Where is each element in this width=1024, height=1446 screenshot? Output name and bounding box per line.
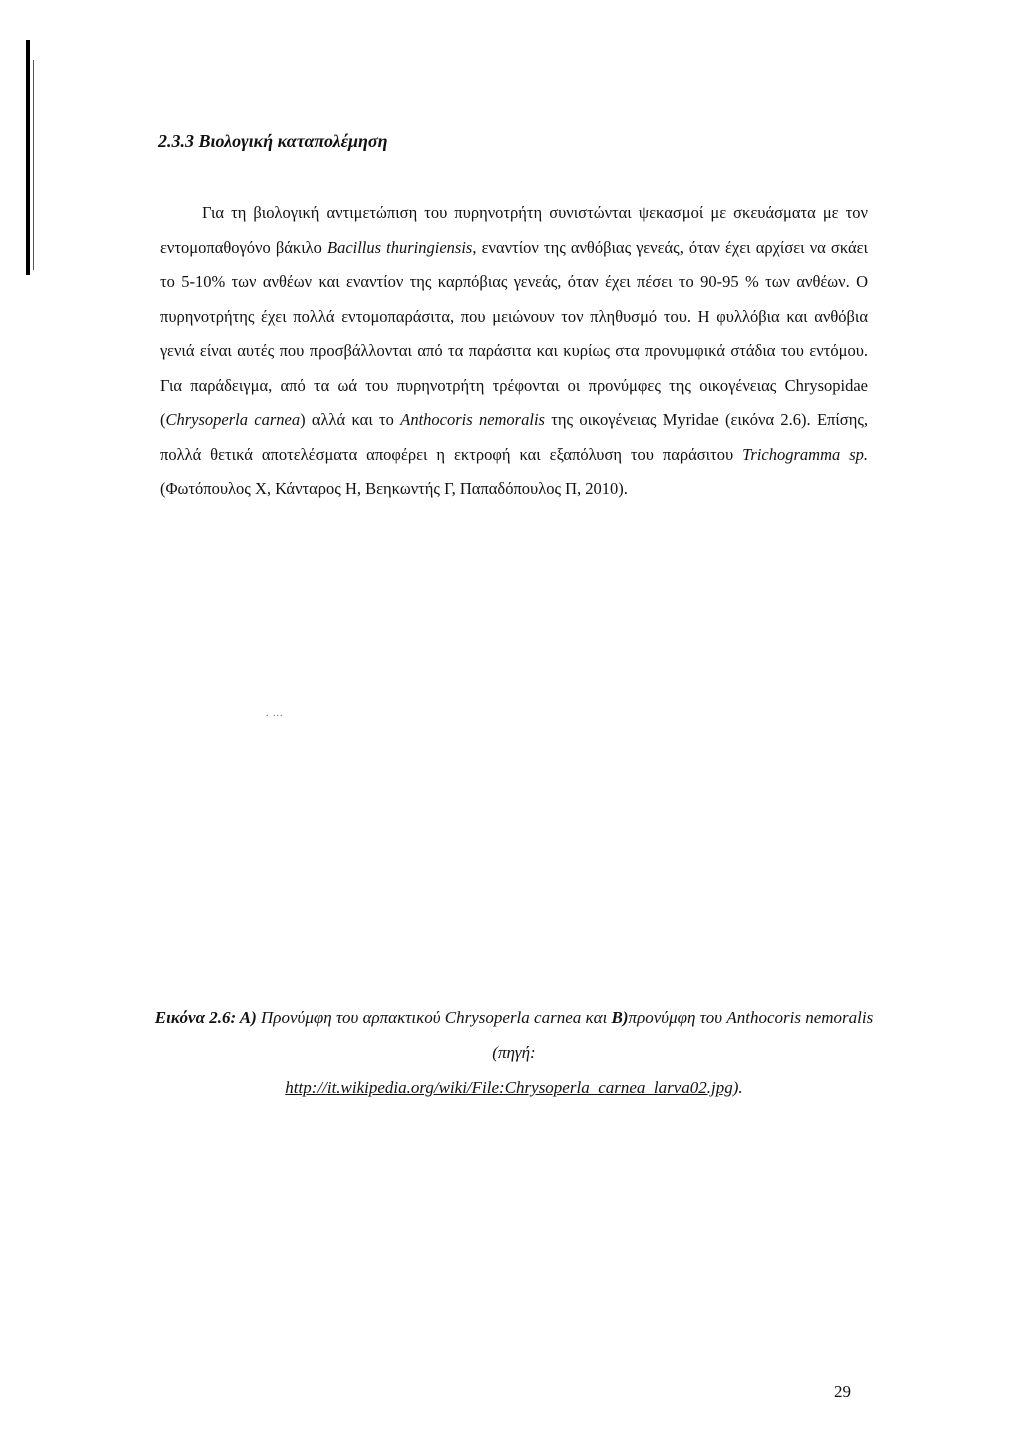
caption-part-a-text: Προνύμφη του αρπακτικού Chrysoperla carnea και [256, 1008, 612, 1027]
body-paragraph [160, 196, 868, 507]
species-name-anthocoris: Anthocoris nemoralis [400, 410, 545, 429]
paragraph-text-1: Για τη βιολογική αντιμετώπιση του πυρηνοτρήτη συνιστώνται ψεκασμοί με σκευάσματα με τον εντομοπαθογόνο βάκιλο [160, 203, 868, 257]
scan-artifact: . ... [266, 708, 284, 719]
caption-label: Εικόνα 2.6: [154, 1008, 237, 1027]
species-name-bacillus: Bacillus thuringiensis [326, 237, 473, 257]
caption-end: ). [732, 1078, 743, 1097]
caption-part-b-label: Β) [611, 1008, 629, 1027]
page-number: 29 [834, 1382, 851, 1401]
species-name-chrysoperla: Chrysoperla carnea [165, 410, 301, 429]
section-heading: 2.3.3 Βιολογική καταπολέμηση [158, 131, 388, 151]
paragraph-text-4: της οικογένειας Myridae (εικόνα 2.6). Επίσης, πολλά θετικά αποτελέσματα αποφέρει η εκτροφή και εξαπόλυση του παράσιτου [160, 410, 868, 464]
paragraph-text-3: ) αλλά και το [300, 410, 401, 429]
paragraph-citation: (Φωτόπουλος Χ, Κάνταρος Η, Βεηκωντής Γ, Παπαδόπουλος Π, 2010). [160, 479, 628, 498]
paragraph-text-2: , εναντίον της ανθόβιας γενεάς, όταν έχει αρχίσει να σκάει το 5-10% των ανθέων και εναντίον της καρπόβιας γενεάς, όταν έχει πέσει το 90-95 % των ανθέων. Ο πυρηνοτρήτης έχει πολλά εντομοπαράσιτα, που μειώνουν τον πληθυσμό του. Η φυλλόβια και ανθόβια γενιά είναι αυτές που προσβάλλονται από τα παράσιτα και κυρίως στα προνυμφικά στάδια του εντόμου. Για παράδειγμα, από τα ωά του πυρηνοτρήτη τρέφονται οι προνύμφες της οικογένειας Chrysopidae ( [160, 237, 868, 429]
caption-source-link[interactable]: http://it.wikipedia.org/wiki/File:Chrysoperla_carnea_larva02.jpg [285, 1078, 733, 1097]
scan-edge-line [33, 60, 34, 270]
caption-part-a-label: Α) [236, 1008, 257, 1027]
figure-caption [140, 1000, 888, 1105]
caption-part-b-text: προνύμφη του Anthocoris nemoralis (πηγή: [492, 1008, 874, 1062]
scan-edge-bar [26, 40, 30, 275]
species-name-trichogramma: Trichogramma sp. [742, 444, 868, 464]
